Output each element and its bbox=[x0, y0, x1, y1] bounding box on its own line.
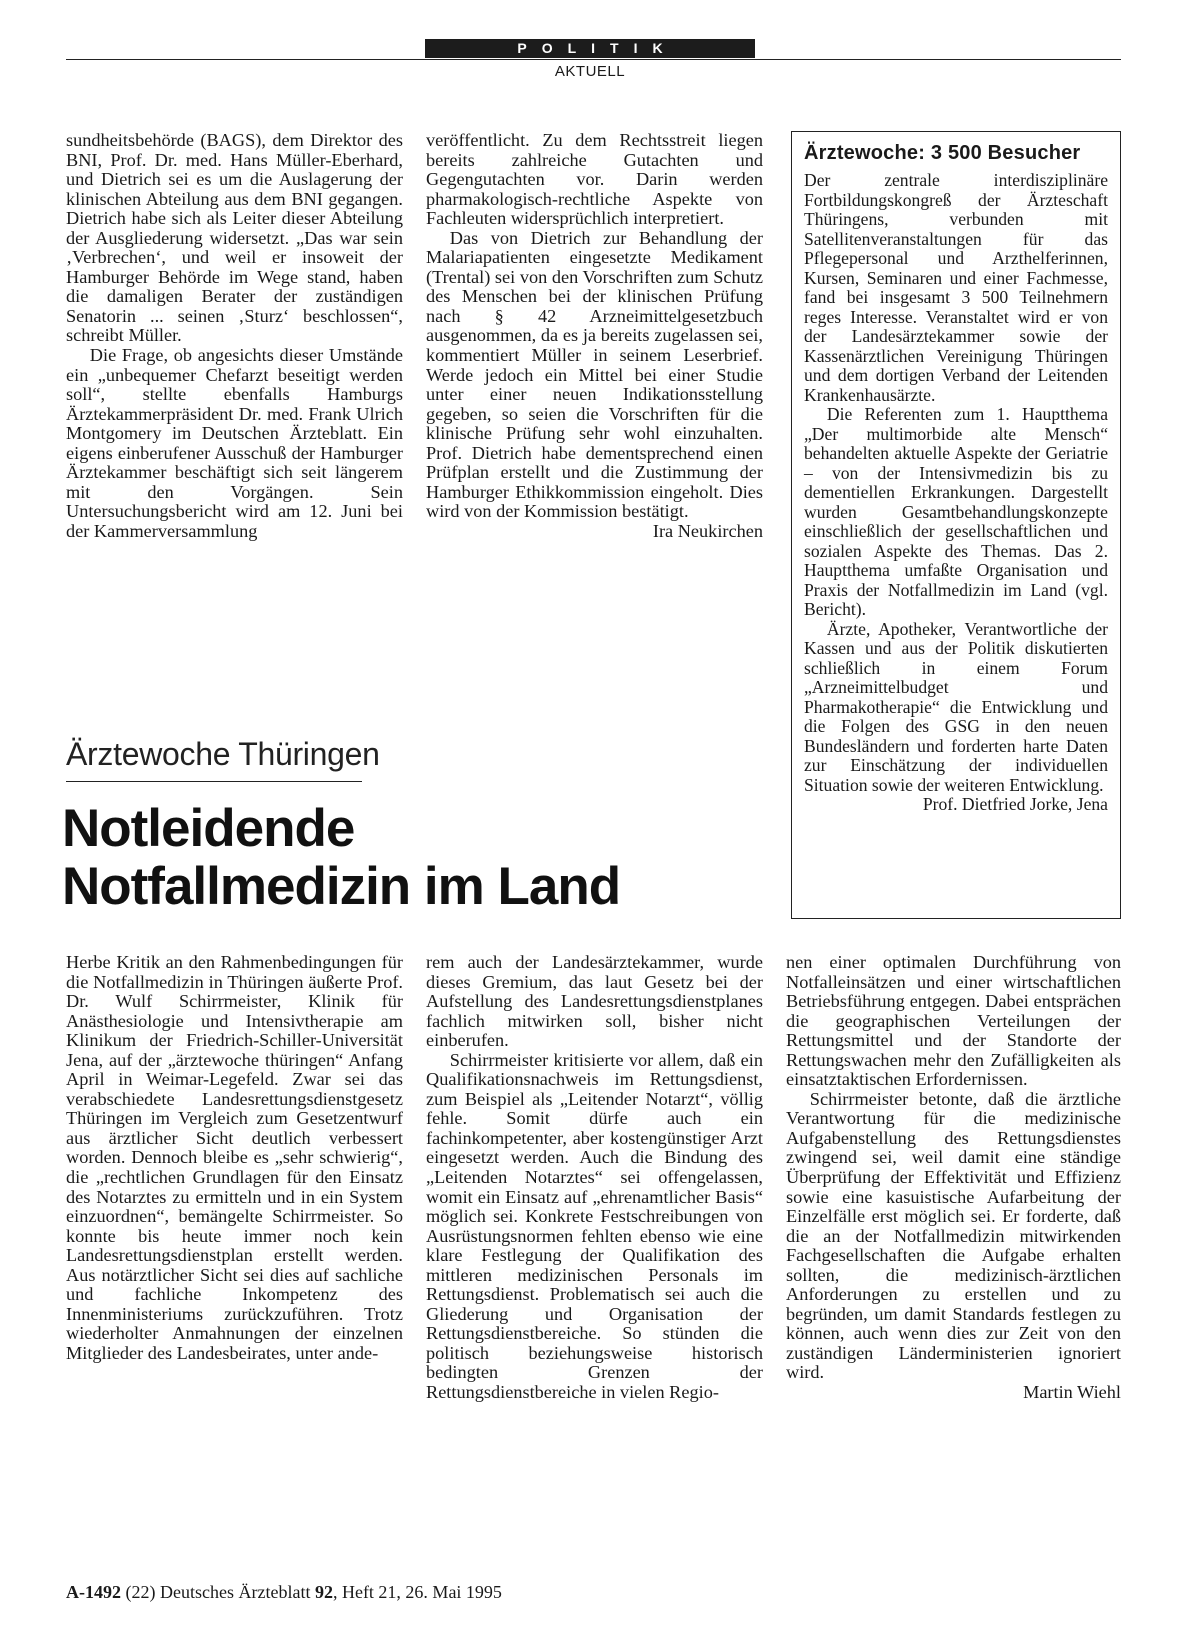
author-signature: Martin Wiehl bbox=[1023, 1382, 1121, 1403]
issue-info: , Heft 21, 26. Mai 1995 bbox=[332, 1582, 502, 1602]
headline-line-2: Notfallmedizin im Land bbox=[62, 857, 621, 916]
top-column-2 bbox=[426, 131, 763, 541]
infobox-author: Prof. Dietfried Jorke, Jena bbox=[922, 794, 1108, 814]
article-column-2 bbox=[426, 953, 763, 1403]
page-reference: A-1492 bbox=[66, 1582, 121, 1602]
page-number: (22) bbox=[125, 1582, 156, 1602]
article-column-1 bbox=[66, 953, 403, 1363]
infobox-body bbox=[804, 171, 1108, 815]
article-column-3 bbox=[786, 953, 1121, 1403]
paragraph: Die Frage, ob angesichts dieser Umstände ein „unbequemer Chefarzt beseitigt werden soll“, stellte ebenfalls Hamburgs Ärztekammerpräsident Dr. med. Frank Ulrich Montgomery im Deutschen Ärzteblatt. Ein eigens einberufener Ausschuß der Hamburger Ärztekammer beschäftigt sich seit längerem mit den Vorgängen. Sein Untersuchungsbericht wird am 12. Juni bei der Kammerversammlung bbox=[66, 345, 403, 541]
subsection-label: AKTUELL bbox=[554, 63, 626, 80]
headline-line-1: Notleidende bbox=[62, 799, 355, 858]
kicker-underline bbox=[66, 781, 362, 782]
header-rule bbox=[66, 59, 1121, 60]
page-footer bbox=[66, 1582, 502, 1603]
paragraph: Schirrmeister kritisierte vor allem, daß ein Qualifikationsnachweis im Rettungsdienst, zum Beispiel als „Leitender Notarzt“, völlig fehle. Somit dürfe auch ein fachinkompetenter, aber kostengünstiger Arzt eingesetzt werden. Auch die Bindung des „Leitenden Notarztes“ sei offengelassen, womit ein Einsatz auf „ehrenamtlicher Basis“ möglich sei. Konkrete Festschreibungen von Ausrüstungsnormen fehlten ebenso wie eine klare Festlegung der Qualifikation des mittleren medizinischen Personals im Rettungsdienst. Problematisch sei auch die Gliederung und Organisation der Rettungsdienstbereiche. So stünden die politisch beziehungsweise historisch bedingten Grenzen der Rettungsdienstbereiche in vielen Regio- bbox=[426, 1049, 763, 1403]
article-kicker: Ärztewoche Thüringen bbox=[66, 736, 380, 772]
paragraph: Die Referenten zum 1. Hauptthema „Der multimorbide alte Mensch“ behandelten aktuelle Aspekte der Geriatrie – von der Intensivmedizin bis zu dementiellen Erkrankungen. Dargestellt wurden Gesamtbehandlungskonzepte einschließlich der gesellschaftlichen und sozialen Aspekte des Themas. Das 2. Hauptthema umfaßte Organisation und Praxis der Notfallmedizin im Land (vgl. Bericht). bbox=[804, 404, 1108, 619]
paragraph: veröffentlicht. Zu dem Rechtsstreit liegen bereits zahlreiche Gutachten und Gegengutachten vor. Darin werden pharmakologisch-rechtliche Aspekte von Fachleuten widersprüchlich interpretiert. bbox=[426, 130, 763, 229]
paragraph: Der zentrale interdisziplinäre Fortbildungskongreß der Ärzteschaft Thüringens, verbunden mit Satellitenveranstaltungen für das Pflegepersonal und Arzthelferinnen, Kursen, Seminaren und einer Fachmesse, fand bei insgesamt 3 500 Teilnehmern reges Interesse. Veranstaltet wird er von der Landesärztekammer sowie der Kassenärztlichen Vereinigung Thüringen und dem dortigen Verband der Leitenden Krankenhausärzte. bbox=[804, 170, 1108, 405]
paragraph: Herbe Kritik an den Rahmenbedingungen für die Notfallmedizin in Thüringen äußerte Prof. Dr. Wulf Schirrmeister, Klinik für Anästhesiologie und Intensivtherapie am Klinikum der Friedrich-Schiller-Universität Jena, auf der „ärztewoche thüringen“ Anfang April in Weimar-Legefeld. Zwar sei das verabschiedete Landesrettungsdienstgesetz Thüringen im Vergleich zum Gesetzentwurf aus ärztlicher Sicht deutlich verbessert worden. Dennoch bleibe es „sehr schwierig“, die „rechtlichen Grundlagen für den Einsatz des Notarztes zu ermitteln und in ein System einzuordnen“, bemängelte Schirrmeister. So konnte bis heute immer noch kein Landesrettungsdienstplan erstellt werden. Aus notärztlicher Sicht sei dies auf sachliche und fachliche Inkompetenz des Innenministeriums zurückzuführen. Trotz wiederholter Anmahnungen der einzelnen Mitglieder des Landesbeirates, unter ande- bbox=[66, 952, 403, 1363]
article-headline bbox=[62, 800, 782, 916]
infobox-title: Ärztewoche: 3 500 Besucher bbox=[804, 142, 1081, 164]
journal-volume: 92 bbox=[314, 1582, 333, 1602]
top-column-1 bbox=[66, 131, 403, 541]
paragraph: Das von Dietrich zur Behandlung der Malariapatienten eingesetzte Medikament (Trental) sei von den Vorschriften zum Schutz des Menschen bei der klinischen Prüfung nach § 42 Arzneimittelgesetzbuch ausgenommen, da es ja bereits zugelassen sei, kommentiert Müller in seinem Leserbrief. Werde jedoch ein Mittel bei einer Studie unter einer neuen Indikationsstellung gegeben, so seien die Vorschriften für die klinische Prüfung sehr wohl einzuhalten. Prof. Dietrich habe dementsprechend einen Prüfplan erstellt und die Zustimmung der Hamburger Ethikkommission eingeholt. Dies wird von der Kommission bestätigt. bbox=[426, 227, 763, 522]
journal-name: Deutsches Ärzteblatt bbox=[160, 1582, 311, 1602]
paragraph: rem auch der Landesärztekammer, wurde dieses Gremium, das laut Gesetz bei der Aufstellung des Landesrettungsdienstplanes fachlich mitwirken soll, bisher nicht einberufen. bbox=[426, 952, 763, 1051]
author-signature: Ira Neukirchen bbox=[652, 520, 763, 541]
sidebar-infobox bbox=[791, 131, 1121, 919]
paragraph: Schirrmeister betonte, daß die ärztliche Verantwortung für die medizinische Aufgabenstellung des Rettungsdienstes zwingend sei, weil damit eine ständige Überprüfung der Effektivität und Effizienz sowie eine kasuistische Aufarbeitung der Einzelfälle erst möglich sei. Er forderte, daß die an der Notfallmedizin mitwirkenden Fachgesellschaften die Aufgabe erhalten sollten, die medizinisch-ärztlichen Anforderungen zu erstellen und zu begründen, um damit Standards festlegen zu können, auch wenn dies zur Zeit von den zuständigen Länderministerien ignoriert wird. bbox=[786, 1088, 1121, 1383]
paragraph: Ärzte, Apotheker, Verantwortliche der Kassen und aus der Politik diskutierten schließlich in einem Forum „Arzneimittelbudget und Pharmakotherapie“ die Entwicklung und die Folgen des GSG in den neuen Bundesländern und forderten harte Daten zur Einschätzung der individuellen Situation sowie der weiteren Entwicklung. bbox=[804, 618, 1108, 795]
section-banner: POLITIK bbox=[425, 39, 755, 58]
paragraph: sundheitsbehörde (BAGS), dem Direktor des BNI, Prof. Dr. med. Hans Müller-Eberhard, und Dietrich sei es um die Auslagerung der klinischen Abteilung aus dem BNI gegangen. Dietrich habe sich als Leiter dieser Abteilung der Ausgliederung widersetzt. „Das war sein ‚Verbrechen‘, und weil er insoweit der Hamburger Behörde im Wege stand, haben die damaligen Berater der zuständigen Senatorin ... seinen ‚Sturz‘ beschlossen“, schreibt Müller. bbox=[66, 130, 403, 346]
paragraph: nen einer optimalen Durchführung von Notfalleinsätzen und einer wirtschaftlichen Betriebsführung entgegen. Dabei entsprächen die geographischen Verteilungen der Rettungsmittel und der Standorte der Rettungswachen mehr den Zufälligkeiten als einsatztaktischen Erfordernissen. bbox=[786, 952, 1121, 1090]
